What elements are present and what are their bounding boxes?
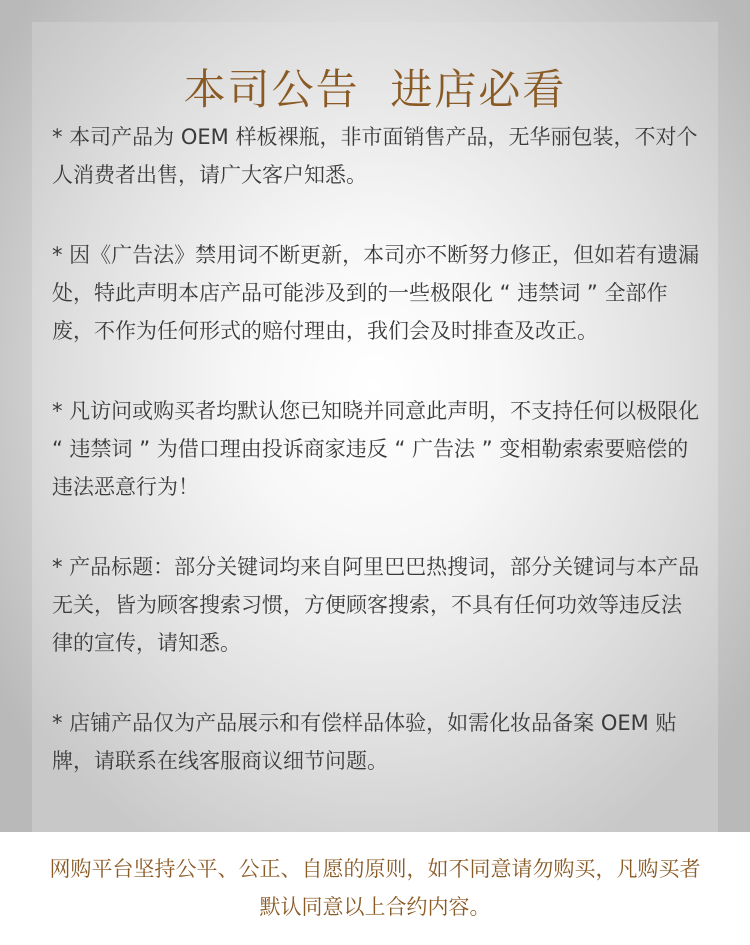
notice-product-title: * 产品标题：部分关键词均来自阿里巴巴热搜词，部分关键词与本产品无关，皆为顾客搜索习惯，方便顾客搜索，不具有任何功效等违反法律的宣传，请知悉。 <box>52 555 700 655</box>
notice-store-products: * 店铺产品仅为产品展示和有偿样品体验，如需化妆品备案 OEM 贴牌，请联系在线客服商议细节问题。 <box>52 711 677 773</box>
notice-panel <box>32 22 718 832</box>
page-title: 本司公告 进店必看 <box>183 65 567 114</box>
notice-oem-sample: * 本司产品为 OEM 样板裸瓶，非市面销售产品，无华丽包装，不对个人消费者出售，请广大客户知悉。 <box>52 125 698 187</box>
notice-ad-law: * 因《广告法》禁用词不断更新，本司亦不断努力修正，但如若有遗漏处，特此声明本店产品可能涉及到的一些极限化 “ 违禁词 ” 全部作废，不作为任何形式的赔付理由，我们会及时排查及改正。 <box>52 243 700 343</box>
footer-agreement-text: 网购平台坚持公平、公正、自愿的原则，如不同意请勿购买，凡购买者默认同意以上合约内容。 <box>49 857 701 919</box>
footer <box>0 832 750 945</box>
notice-default-consent: * 凡访问或购买者均默认您已知晓并同意此声明，不支持任何以极限化 “ 违禁词 ” 为借口理由投诉商家违反 “ 广告法 ” 变相勒索索要赔偿的违法恶意行为！ <box>52 399 700 499</box>
notice-list <box>52 118 702 822</box>
